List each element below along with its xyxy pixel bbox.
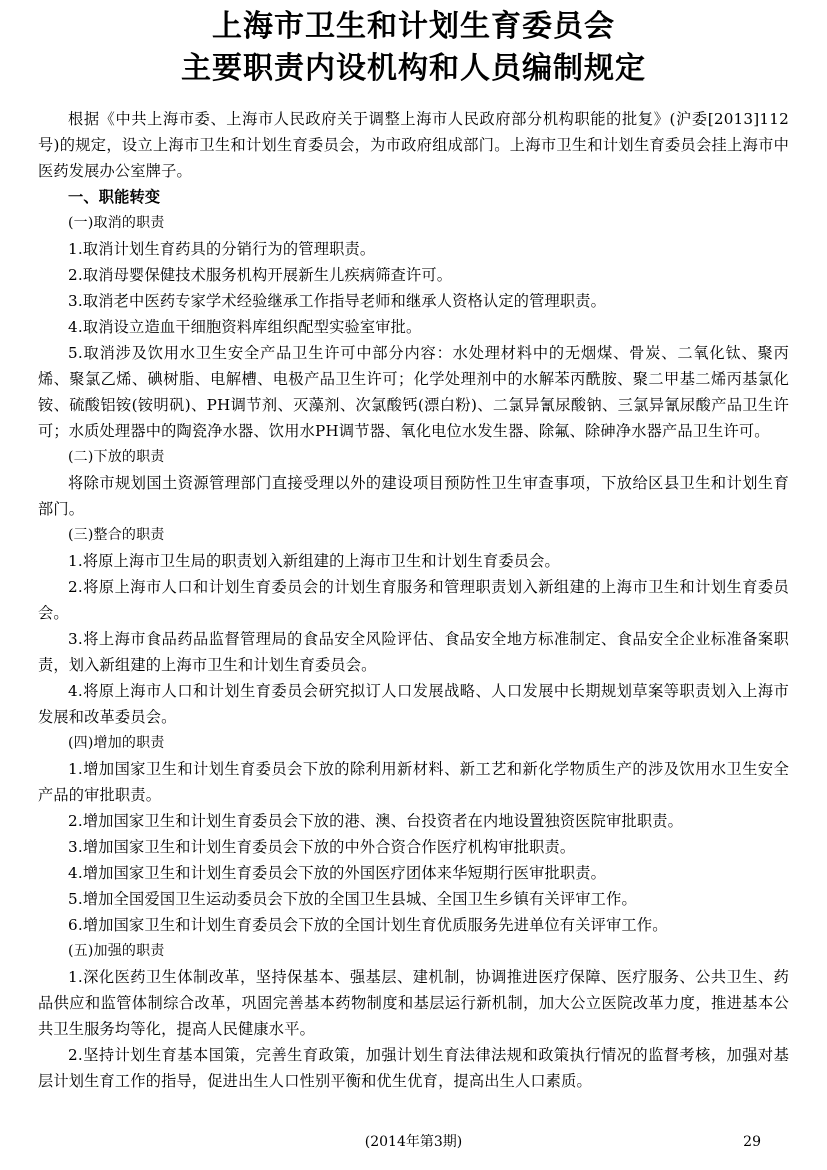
- integrate-item-3: 3.将上海市食品药品监督管理局的食品安全风险评估、食品安全地方标准制定、食品安全企业标准备案职责，划入新组建的上海市卫生和计划生育委员会。: [38, 630, 789, 674]
- delegate-item-1: 将除市规划国土资源管理部门直接受理以外的建设项目预防性卫生审查事项，下放给区县卫生和计划生育部门。: [38, 474, 789, 518]
- subheading-cancelled-duties: (一)取消的职责: [68, 215, 165, 231]
- integrate-item-1: 1.将原上海市卫生局的职责划入新组建的上海市卫生和计划生育委员会。: [68, 552, 560, 570]
- add-item-5: 5.增加全国爱国卫生运动委员会下放的全国卫生县城、全国卫生乡镇有关评审工作。: [68, 890, 637, 908]
- add-item-4: 4.增加国家卫生和计划生育委员会下放的外国医疗团体来华短期行医审批职责。: [68, 864, 607, 882]
- issue-label: (2014年第3期): [364, 1134, 463, 1150]
- integrate-item-4: 4.将原上海市人口和计划生育委员会研究拟订人口发展战略、人口发展中长期规划草案等职责划入上海市发展和改革委员会。: [38, 682, 789, 726]
- subheading-delegated-duties: (二)下放的职责: [68, 449, 165, 465]
- integrate-item-2: 2.将原上海市人口和计划生育委员会的计划生育服务和管理职责划入新组建的上海市卫生和计划生育委员会。: [38, 578, 789, 622]
- subheading-integrated-duties: (三)整合的职责: [68, 527, 165, 543]
- cancel-item-3: 3.取消老中医药专家学术经验继承工作指导老师和继承人资格认定的管理职责。: [68, 292, 607, 310]
- cancel-item-5: 5.取消涉及饮用水卫生安全产品卫生许可中部分内容：水处理材料中的无烟煤、骨炭、二氧化钛、聚丙烯、聚氯乙烯、碘树脂、电解槽、电极产品卫生许可；化学处理剂中的水解苯丙酰胺、聚二甲基二烯丙基氯化铵、硫酸铝铵(铵明矾)、PH调节剂、灭藻剂、次氯酸钙(漂白粉)、二氯异氰尿酸钠、三氯异氰尿酸产品卫生许可；水质处理器中的陶瓷净水器、饮用水PH调节器、氧化电位水发生器、除氟、除砷净水器产品卫生许可。: [38, 344, 789, 440]
- cancel-item-1: 1.取消计划生育药具的分销行为的管理职责。: [68, 240, 376, 258]
- intro-paragraph: 根据《中共上海市委、上海市人民政府关于调整上海市人民政府部分机构职能的批复》(沪委[2013]112号)的规定，设立上海市卫生和计划生育委员会，为市政府组成部门。上海市卫生和计划生育委员会挂上海市中医药发展办公室牌子。: [38, 110, 789, 180]
- cancel-item-2: 2.取消母婴保健技术服务机构开展新生儿疾病筛查许可。: [68, 266, 453, 284]
- page-number: 29: [743, 1134, 761, 1150]
- add-item-6: 6.增加国家卫生和计划生育委员会下放的全国计划生育优质服务先进单位有关评审工作。: [68, 916, 668, 934]
- section-heading-functional-change: 一、职能转变: [68, 188, 161, 206]
- subheading-strengthened-duties: (五)加强的职责: [68, 943, 165, 959]
- cancel-item-4: 4.取消设立造血干细胞资料库组织配型实验室审批。: [68, 318, 422, 336]
- add-item-2: 2.增加国家卫生和计划生育委员会下放的港、澳、台投资者在内地设置独资医院审批职责。: [68, 812, 684, 830]
- add-item-1: 1.增加国家卫生和计划生育委员会下放的除利用新材料、新工艺和新化学物质生产的涉及饮用水卫生安全产品的审批职责。: [38, 760, 789, 804]
- strengthen-item-2: 2.坚持计划生育基本国策，完善生育政策，加强计划生育法律法规和政策执行情况的监督考核，加强对基层计划生育工作的指导，促进出生人口性别平衡和优生优育，提高出生人口素质。: [38, 1046, 789, 1090]
- page-title-line-2: 主要职责内设机构和人员编制规定: [181, 51, 646, 86]
- strengthen-item-1: 1.深化医药卫生体制改革，坚持保基本、强基层、建机制，协调推进医疗保障、医疗服务、公共卫生、药品供应和监管体制综合改革，巩固完善基本药物制度和基层运行新机制，加大公立医院改革力度，推进基本公共卫生服务均等化，提高人民健康水平。: [38, 968, 789, 1038]
- add-item-3: 3.增加国家卫生和计划生育委员会下放的中外合资合作医疗机构审批职责。: [68, 838, 576, 856]
- page-title-line-1: 上海市卫生和计划生育委员会: [212, 9, 615, 44]
- page-footer: [38, 1130, 789, 1154]
- subheading-added-duties: (四)增加的职责: [68, 735, 165, 751]
